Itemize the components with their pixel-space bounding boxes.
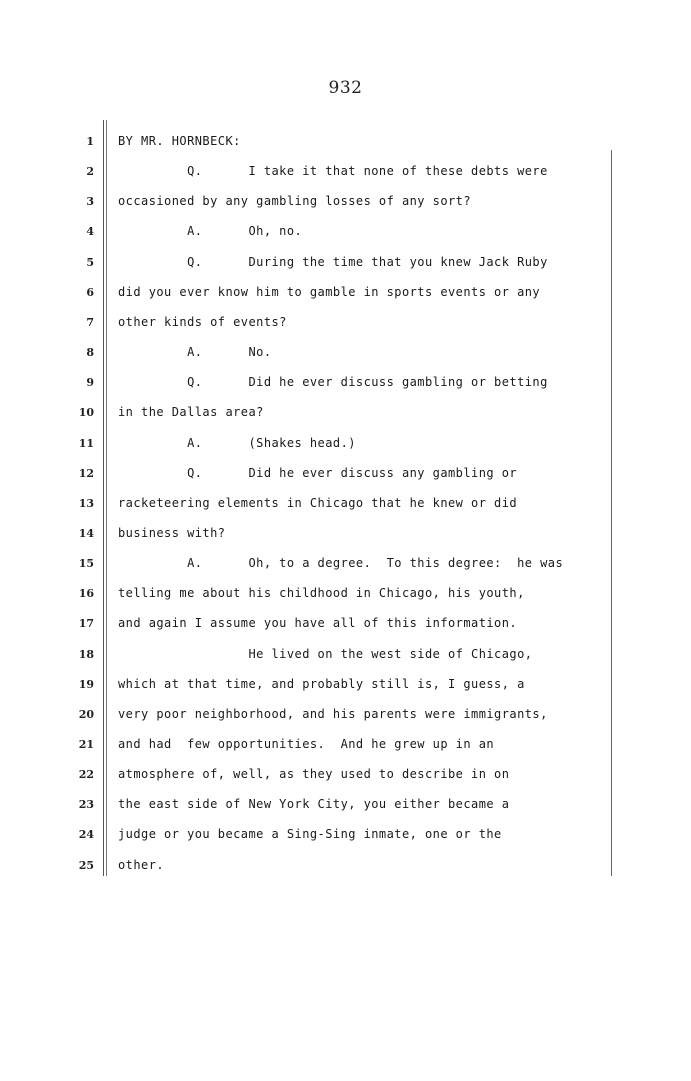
line-number: 9 [86, 376, 94, 389]
left-margin-rule [103, 120, 104, 876]
line-number: 19 [78, 678, 94, 691]
line-number: 5 [86, 256, 94, 269]
transcript-line: Q. Did he ever discuss gambling or betting [118, 375, 548, 389]
line-number: 1 [86, 135, 94, 148]
transcript-line: Q. I take it that none of these debts were [118, 164, 548, 178]
transcript-line: judge or you became a Sing-Sing inmate, one or the [118, 827, 502, 841]
transcript-line: very poor neighborhood, and his parents were immigrants, [118, 707, 548, 721]
line-number: 11 [78, 437, 94, 450]
transcript-line: Q. Did he ever discuss any gambling or [118, 466, 518, 480]
transcript-line: other. [118, 858, 165, 872]
right-margin-rule [611, 150, 612, 876]
transcript-line: He lived on the west side of Chicago, [118, 647, 533, 661]
line-number: 8 [86, 346, 94, 359]
page-number: 932 [328, 78, 363, 98]
left-margin-rule-inner [106, 120, 107, 876]
transcript-line: telling me about his childhood in Chicago, his youth, [118, 586, 525, 600]
line-number: 6 [86, 286, 94, 299]
transcript-line: BY MR. HORNBECK: [118, 134, 241, 148]
line-number: 12 [78, 467, 94, 480]
transcript-line: A. Oh, no. [118, 224, 303, 238]
line-number: 22 [78, 768, 94, 781]
line-number: 15 [78, 557, 94, 570]
line-number: 14 [78, 527, 94, 540]
line-number: 25 [78, 859, 94, 872]
line-number: 2 [86, 165, 94, 178]
transcript-line: A. No. [118, 345, 272, 359]
line-number: 23 [78, 798, 94, 811]
transcript-line: which at that time, and probably still is, I guess, a [118, 677, 525, 691]
line-number: 20 [78, 708, 94, 721]
transcript-line: occasioned by any gambling losses of any sort? [118, 194, 472, 208]
transcript-line: other kinds of events? [118, 315, 287, 329]
line-number: 13 [78, 497, 94, 510]
transcript-line: business with? [118, 526, 226, 540]
transcript-line: racketeering elements in Chicago that he knew or did [118, 496, 518, 510]
transcript-line: the east side of New York City, you either became a [118, 797, 510, 811]
line-number: 7 [86, 316, 94, 329]
line-number: 4 [86, 225, 94, 238]
line-number: 24 [78, 828, 94, 841]
line-number: 16 [78, 587, 94, 600]
line-number: 10 [78, 406, 94, 419]
line-number: 17 [78, 617, 94, 630]
line-number: 18 [78, 648, 94, 661]
transcript-line: and had few opportunities. And he grew up in an [118, 737, 495, 751]
line-number: 3 [86, 195, 94, 208]
transcript-line: A. Oh, to a degree. To this degree: he was [118, 556, 564, 570]
transcript-line: in the Dallas area? [118, 405, 264, 419]
transcript-line: atmosphere of, well, as they used to describe in on [118, 767, 510, 781]
transcript-line: A. (Shakes head.) [118, 436, 356, 450]
transcript-line: Q. During the time that you knew Jack Ruby [118, 255, 548, 269]
transcript-line: and again I assume you have all of this information. [118, 616, 518, 630]
transcript-line: did you ever know him to gamble in sports events or any [118, 285, 541, 299]
line-number: 21 [78, 738, 94, 751]
